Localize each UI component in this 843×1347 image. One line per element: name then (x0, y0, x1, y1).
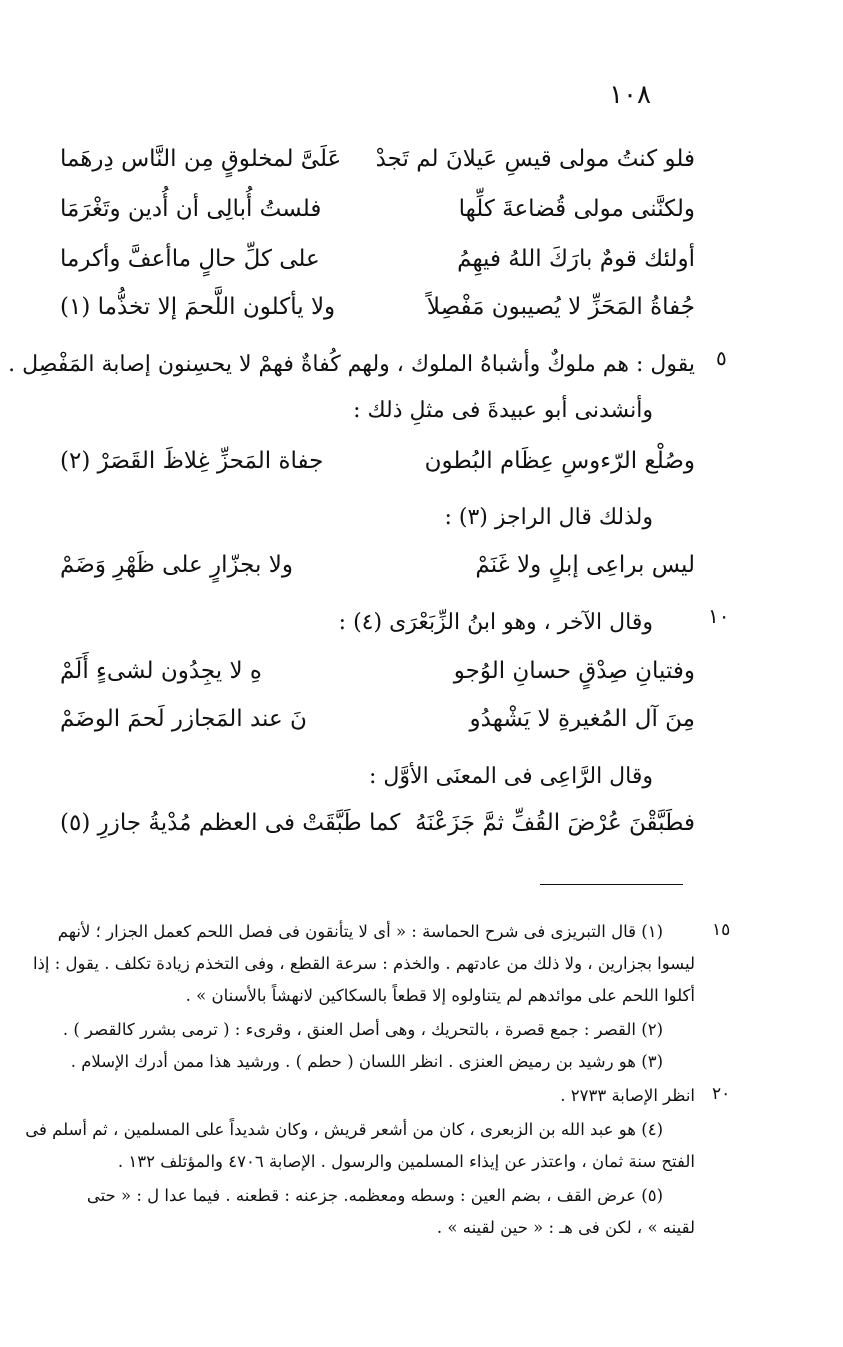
verse-line (60, 246, 695, 272)
footnote-line: (٤) هو عبد الله بن الزبعرى ، كان من أشعر قريش ، وكان شديداً على المسلمين ، ثم أسلم فى (25, 1120, 663, 1139)
verse-first-hemistich: ليس براعِى إبلٍ ولا غَنَمْ (475, 552, 695, 578)
verse-line (60, 196, 695, 222)
prose-paragraph: ولذلك قال الراجز (٣) : (444, 505, 653, 530)
footnote-line: الفتح سنة ثمان ، واعتذر عن إيذاء المسلمين والرسول . الإصابة ٤٧٠٦ والمؤتلف ١٣٢ . (117, 1152, 695, 1171)
prose-paragraph: وأنشدنى أبو عبيدةَ فى مثلِ ذلك : (353, 398, 653, 423)
footnote-line: ليسوا بجزارين ، ولا ذلك من عادتهم . والخذم : سرعة القطع ، وفى التخذم زيادة تكلف . يقول : إذا (32, 954, 695, 973)
footnote-line: لقينه » ، لكن فى هـ : « حين لقينه » . (436, 1218, 695, 1237)
verse-line (60, 658, 695, 684)
verse-second-hemistich: ولا يأكلون اللَّحمَ إلا تخذُّما (١) (60, 294, 336, 320)
verse-line (60, 810, 695, 836)
verse-second-hemistich: جفاة المَحزِّ غِلاظَ القَصَرْ (٢) (60, 448, 324, 474)
verse-first-hemistich: وصُلْع الرّءوسِ عِظَام البُطون (424, 448, 695, 474)
verse-second-hemistich: على كلِّ حالٍ ماأعفَّ وأكرما (60, 246, 320, 272)
verse-first-hemistich: جُفاةُ المَحَزِّ لا يُصيبون مَفْصِلاً (426, 294, 695, 320)
footnote-line: (٥) عرض القف ، بضم العين : وسطه ومعظمه. جزعنه : قطعنه . فيما عدا ل : « حتى (86, 1186, 663, 1205)
line-number-margin: ٥ (716, 346, 727, 370)
footnote-line: أكلوا اللحم على موائدهم لم يتناولوه إلا قطعاً بالسكاكين لانهشاً بالأسنان » . (185, 986, 695, 1005)
line-number-margin: ١٠ (708, 604, 730, 628)
prose-paragraph: وقال الآخر ، وهو ابنُ الزِّبَعْرَى (٤) : (338, 610, 653, 635)
verse-first-hemistich: وفتيانِ صِدْقٍ حسانِ الوُجو (453, 658, 695, 684)
footnote-line: (٢) القصر : جمع قصرة ، بالتحريك ، وهى أصل العنق ، وقرىء : ( ترمى بشرر كالقصر ) . (62, 1020, 663, 1039)
verse-second-hemistich: هِ لا يجِدُون لشىءٍ أَلَمْ (60, 658, 262, 684)
verse-first-hemistich: مِنَ آل المُغيرةِ لا يَشْهدُو (469, 706, 695, 732)
verse-second-hemistich: ولا بجزّارٍ على ظَهْرِ وَضَمْ (60, 552, 293, 578)
prose-paragraph: يقول : هم ملوكٌ وأشباهُ الملوك ، ولهم كُفاةٌ فهمْ لا يحسِنون إصابة المَفْصِل . (8, 352, 695, 377)
verse-second-hemistich: عَلَىَّ لمخلوقٍ مِن النَّاس دِرهَما (60, 146, 342, 172)
prose-paragraph: وقال الرَّاعِى فى المعنَى الأوَّل : (369, 764, 653, 789)
line-number-margin: ١٥ (712, 920, 731, 940)
verse-second-hemistich: كما طَبَّقَتْ فى العظم مُدْيةُ جازرِ (٥) (60, 810, 401, 836)
footnote-line: (١) قال التبريزى فى شرح الحماسة : « أى لا يتأنقون فى فصل اللحم كعمل الجزار ؛ لأنهم (57, 922, 663, 941)
verse-line (60, 146, 695, 172)
verse-first-hemistich: أولئك قومٌ بارَكَ اللهُ فيهِمُ (457, 246, 695, 272)
line-number-margin: ٢٠ (712, 1084, 731, 1104)
verse-second-hemistich: فلستُ أُبالِى أن أُدين وتَغْرَمَا (60, 196, 322, 222)
footnote-separator (540, 884, 683, 885)
verse-line (60, 706, 695, 732)
verse-line (60, 448, 695, 474)
verse-first-hemistich: فطَبَّقْنَ عُرْضَ القُفِّ ثمَّ جَزَعْنَهُ (415, 810, 695, 836)
verse-second-hemistich: نَ عند المَجازر لَحمَ الوضَمْ (60, 706, 307, 732)
verse-first-hemistich: ولكنَّنى مولى قُضاعةَ كلِّها (458, 196, 695, 222)
footnote-line: انظر الإصابة ٢٧٣٣ . (560, 1086, 695, 1105)
footnote-line: (٣) هو رشيد بن رميض العنزى . انظر اللسان ( حطم ) . ورشيد هذا ممن أدرك الإسلام . (70, 1052, 663, 1071)
verse-line (60, 552, 695, 578)
page-number: ١٠٨ (609, 80, 651, 110)
verse-line (60, 294, 695, 320)
verse-first-hemistich: فلو كنتُ مولى قيسِ عَيلانَ لم تَجدْ (375, 146, 695, 172)
